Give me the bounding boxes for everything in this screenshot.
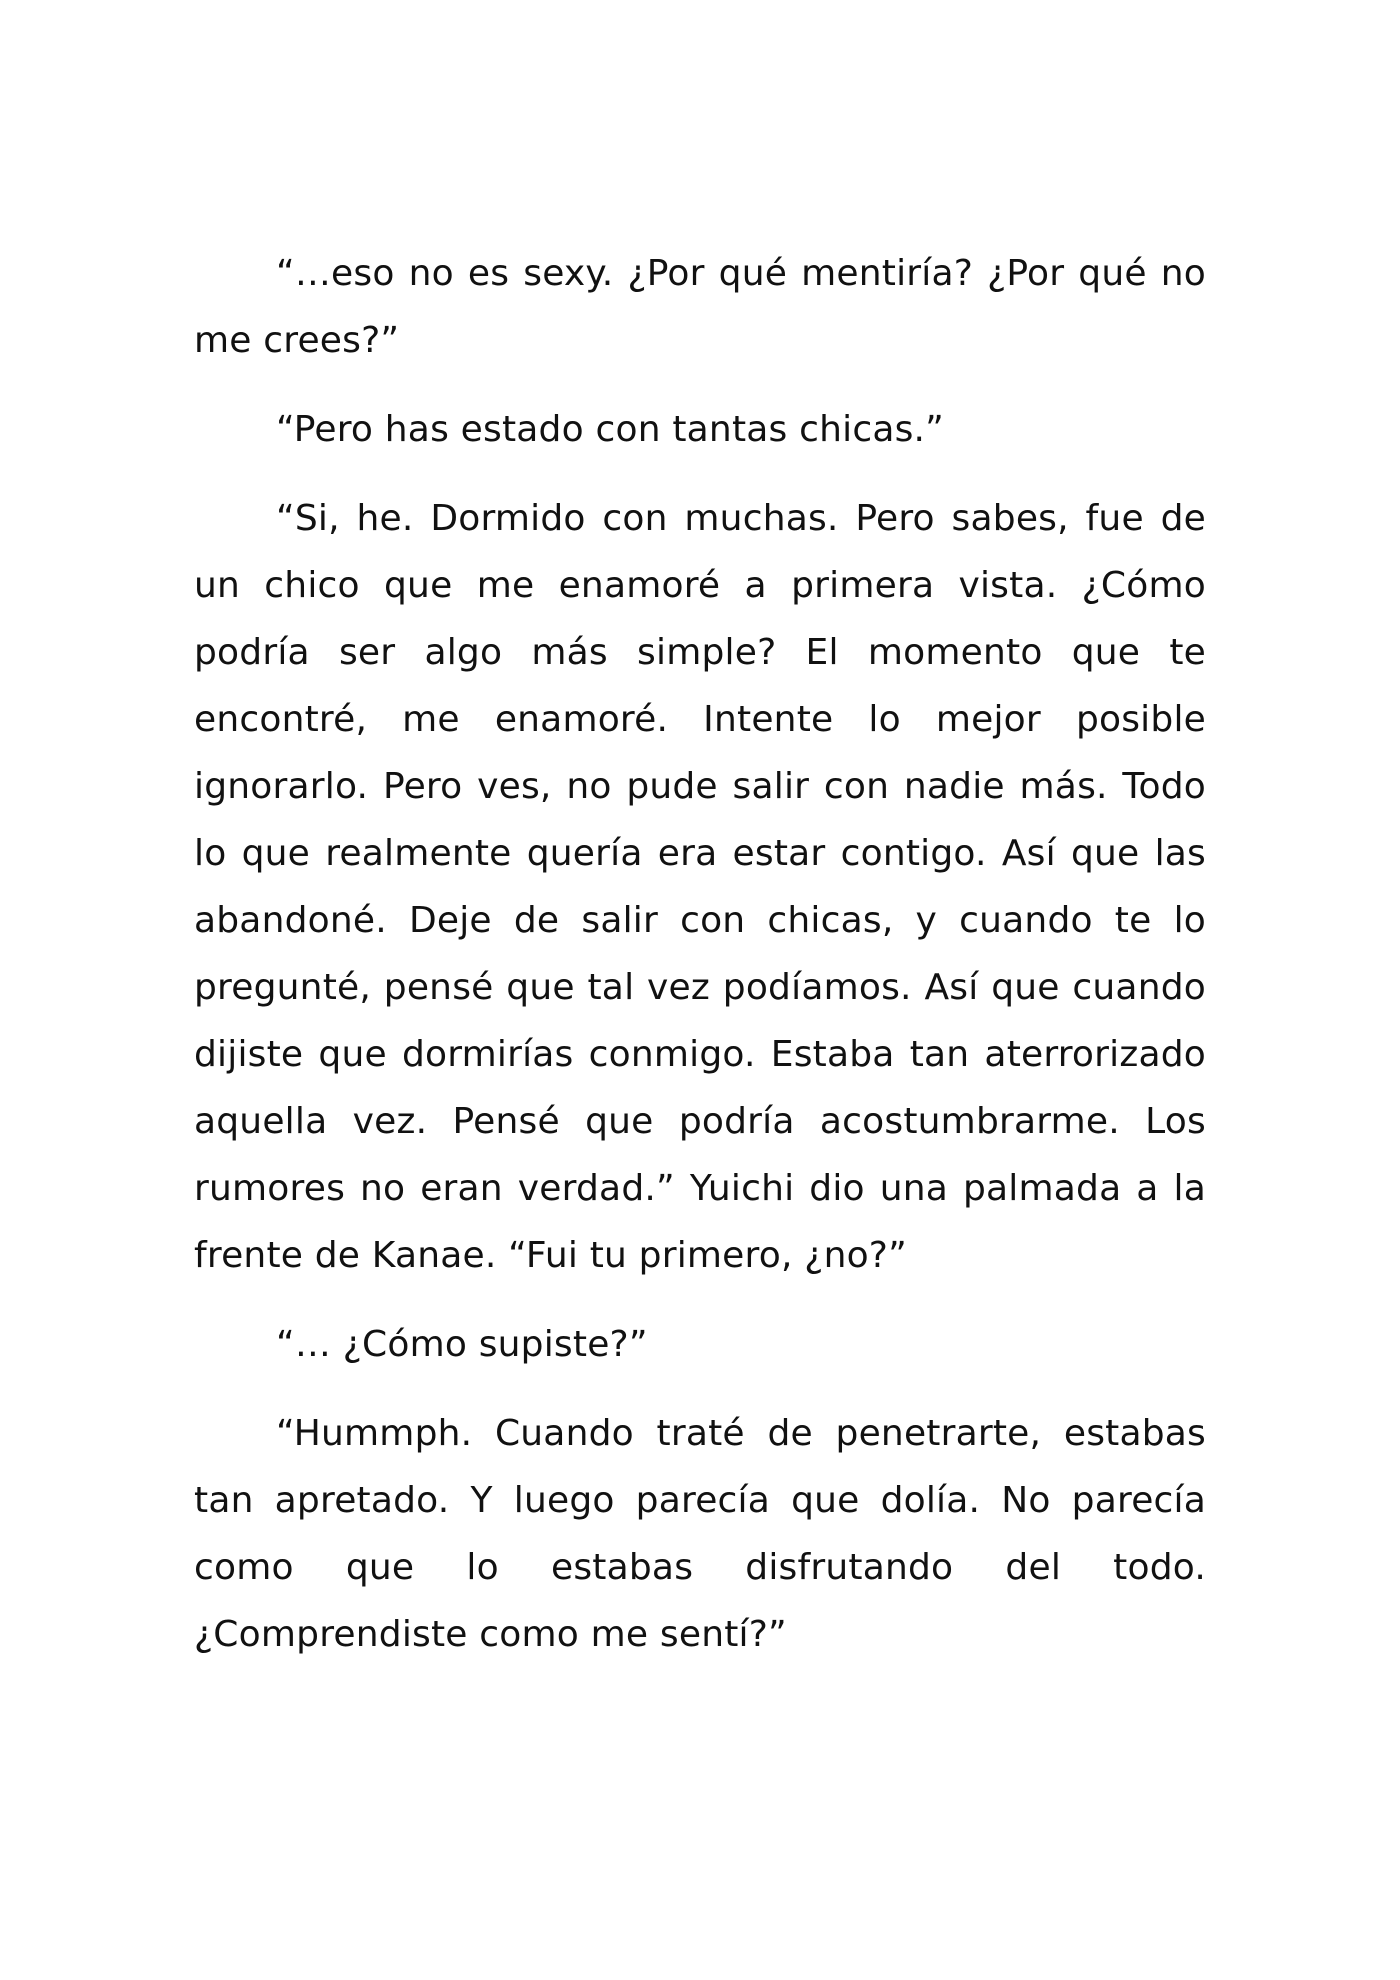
paragraph-2: “Pero has estado con tantas chicas.” <box>276 409 945 450</box>
paragraph-5: “Hummph. Cuando traté de penetrarte, estabas tan apretado. Y luego parecía que dolía. No parecía como que lo estabas disfrutando del todo. ¿Comprendiste como me sentí?” <box>194 1413 1206 1655</box>
paragraph-4: “… ¿Cómo supiste?” <box>276 1324 648 1365</box>
paragraph-1: “…eso no es sexy. ¿Por qué mentiría? ¿Por qué no me crees?” <box>194 253 1206 361</box>
paragraph-3: “Si, he. Dormido con muchas. Pero sabes, fue de un chico que me enamoré a primera vista. ¿Cómo podría ser algo más simple? El momento que te encontré, me enamoré. Intente lo mejor posible ignorarlo. Pero ves, no pude salir con nadie más. Todo lo que realmente quería era estar contigo. Así que las abandoné. Deje de salir con chicas, y cuando te lo pregunté, pensé que tal vez podíamos. Así que cuando dijiste que dormirías conmigo. Estaba tan aterrorizado aquella vez. Pensé que podría acostumbrarme. Los rumores no eran verdad.” Yuichi dio una palmada a la frente de Kanae. “Fui tu primero, ¿no?” <box>194 498 1206 1276</box>
body-text <box>194 240 1206 1690</box>
